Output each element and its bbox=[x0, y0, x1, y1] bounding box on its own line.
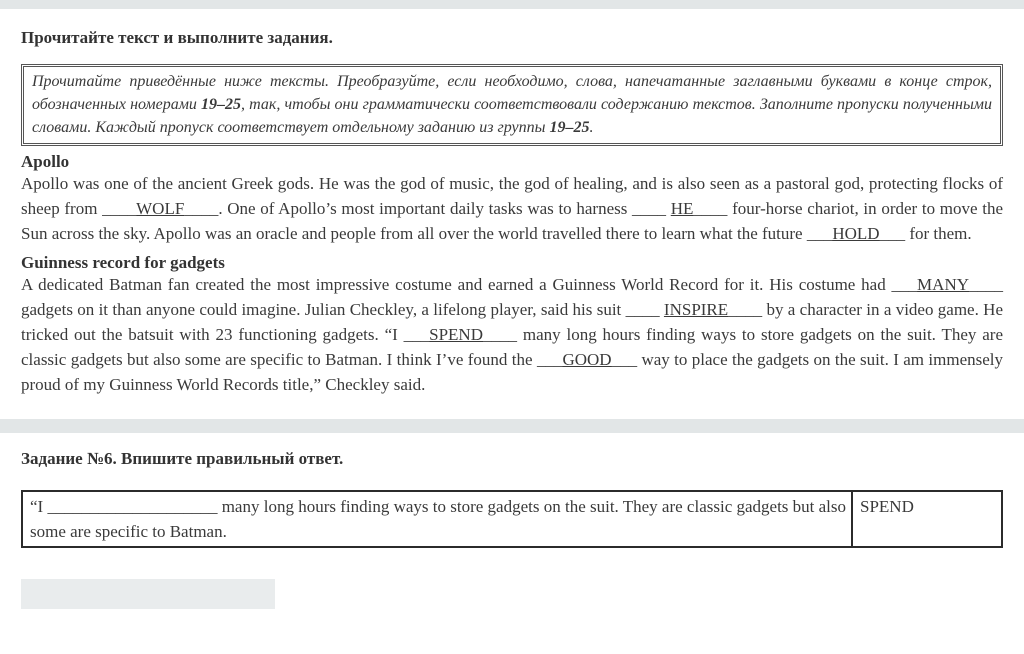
task-table bbox=[21, 490, 1003, 548]
page-title: Прочитайте текст и выполните задания. bbox=[21, 28, 333, 47]
task-keyword-cell: SPEND bbox=[851, 492, 1001, 546]
section-divider bbox=[0, 419, 1024, 433]
task-title: Задание №6. Впишите правильный ответ. bbox=[21, 448, 344, 468]
text-paragraph-guinness: A dedicated Batman fan created the most impressive costume and earned a Guinness World Record for it. His costume had ___MANY____ gadgets on it than anyone could imagine. Julian Checkley, a lifelong player, said his suit ____ INSPIRE____ by a character in a video game. He tricked out the batsuit with 23 functioning gadgets. “I ___SPEND____ many long hours finding ways to store gadgets on the suit. They are classic gadgets but also some are specific to Batman. I think I’ve found the ___GOOD___ way to place the gadgets on the suit. I am immensely proud of my Guinness World Records title,” Checkley said. bbox=[21, 274, 1003, 395]
text-heading-guinness: Guinness record for gadgets bbox=[21, 252, 225, 272]
top-bar bbox=[0, 0, 1024, 9]
instruction-box bbox=[21, 64, 1003, 146]
instruction-text: Прочитайте приведённые ниже тексты. Преобразуйте, если необходимо, слова, напечатанные заглавными буквами в конце строк, обозначенных номерами 19–25, так, чтобы они грамматически соответствовали содержанию текстов. Заполните пропуски полученными словами. Каждый пропуск соответствует отдельному заданию из группы 19–25. bbox=[23, 66, 1001, 144]
text-paragraph-apollo: Apollo was one of the ancient Greek gods. He was the god of music, the god of healing, and is also seen as a pastoral god, protecting flocks of sheep from ____WOLF____. One of Apollo’s most important daily tasks was to harness ____ HE____ four-horse chariot, in order to move the Sun across the sky. Apollo was an oracle and people from all over the world travelled there to learn what the future ___HOLD___ for them. bbox=[21, 174, 1004, 244]
task-section bbox=[0, 449, 1024, 609]
reading-section bbox=[0, 28, 1024, 398]
answer-input[interactable] bbox=[21, 579, 275, 609]
task-sentence-cell: “I ____________________ many long hours finding ways to store gadgets on the suit. They are classic gadgets but also some are specific to Batman. bbox=[30, 496, 847, 541]
text-heading-apollo: Apollo bbox=[21, 152, 70, 171]
